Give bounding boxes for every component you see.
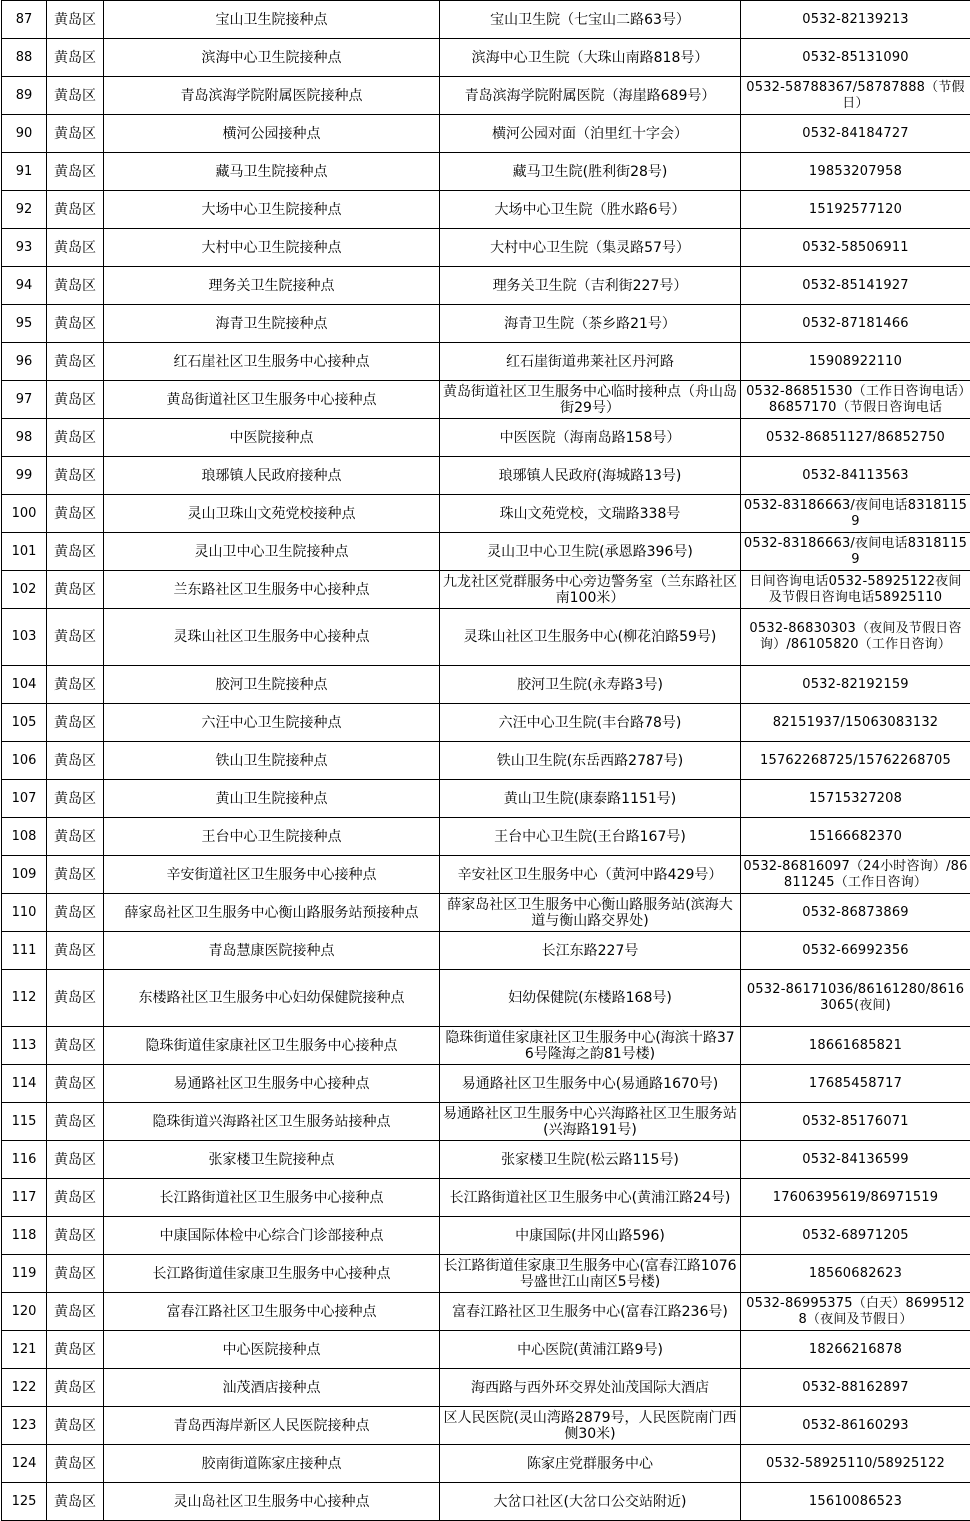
address-cell: 中康国际(井冈山路596): [440, 1217, 741, 1255]
site-name-cell: 青岛慧康医院接种点: [104, 932, 440, 970]
site-name-cell: 长江路街道佳家康卫生服务中心接种点: [104, 1255, 440, 1293]
address-cell: 横河公园对面（泊里红十字会）: [440, 115, 741, 153]
phone-cell: 0532-86816097（24小时咨询）/86811245（工作日咨询）: [741, 856, 970, 894]
site-name-cell: 海青卫生院接种点: [104, 305, 440, 343]
row-number-cell: 100: [2, 495, 47, 533]
table-row: [2, 818, 970, 856]
phone-cell: 0532-86830303（夜间及节假日咨询）/86105820（工作日咨询）: [741, 609, 970, 666]
site-name-cell: 张家楼卫生院接种点: [104, 1141, 440, 1179]
site-name-cell: 富春江路社区卫生服务中心接种点: [104, 1293, 440, 1331]
site-name-cell: 滨海中心卫生院接种点: [104, 39, 440, 77]
site-name-cell: 宝山卫生院接种点: [104, 1, 440, 39]
row-number-cell: 103: [2, 609, 47, 666]
district-cell: 黄岛区: [47, 191, 104, 229]
site-name-cell: 黄山卫生院接种点: [104, 780, 440, 818]
address-cell: 青岛滨海学院附属医院（海崖路689号）: [440, 77, 741, 115]
phone-cell: 17606395619/86971519: [741, 1179, 970, 1217]
address-cell: 大村中心卫生院（集灵路57号）: [440, 229, 741, 267]
row-number-cell: 117: [2, 1179, 47, 1217]
row-number-cell: 125: [2, 1483, 47, 1521]
table-row: [2, 894, 970, 932]
row-number-cell: 111: [2, 932, 47, 970]
district-cell: 黄岛区: [47, 894, 104, 932]
phone-cell: 0532-85131090: [741, 39, 970, 77]
address-cell: 海青卫生院（茶乡路21号）: [440, 305, 741, 343]
site-name-cell: 大场中心卫生院接种点: [104, 191, 440, 229]
site-name-cell: 东楼路社区卫生服务中心妇幼保健院接种点: [104, 970, 440, 1027]
district-cell: 黄岛区: [47, 1331, 104, 1369]
phone-cell: 0532-86171036/86161280/86163065(夜间): [741, 970, 970, 1027]
row-number-cell: 104: [2, 666, 47, 704]
table-row: [2, 229, 970, 267]
phone-cell: 0532-58788367/58787888（节假日）: [741, 77, 970, 115]
row-number-cell: 124: [2, 1445, 47, 1483]
row-number-cell: 120: [2, 1293, 47, 1331]
table-row: [2, 666, 970, 704]
site-name-cell: 灵山卫珠山文苑党校接种点: [104, 495, 440, 533]
row-number-cell: 122: [2, 1369, 47, 1407]
address-cell: 王台中心卫生院(王台路167号): [440, 818, 741, 856]
row-number-cell: 108: [2, 818, 47, 856]
district-cell: 黄岛区: [47, 666, 104, 704]
district-cell: 黄岛区: [47, 1, 104, 39]
district-cell: 黄岛区: [47, 419, 104, 457]
address-cell: 铁山卫生院(东岳西路2787号): [440, 742, 741, 780]
address-cell: 黄山卫生院(康泰路1151号): [440, 780, 741, 818]
phone-cell: 82151937/15063083132: [741, 704, 970, 742]
table-row: [2, 1179, 970, 1217]
phone-cell: 0532-86851530（工作日咨询电话）86857170（节假日咨询电话: [741, 381, 970, 419]
phone-cell: 0532-82192159: [741, 666, 970, 704]
row-number-cell: 118: [2, 1217, 47, 1255]
vaccination-sites-table: [1, 0, 970, 1521]
table-row: [2, 457, 970, 495]
address-cell: 中心医院(黄浦江路9号): [440, 1331, 741, 1369]
table-row: [2, 571, 970, 609]
phone-cell: 0532-85176071: [741, 1103, 970, 1141]
district-cell: 黄岛区: [47, 1407, 104, 1445]
district-cell: 黄岛区: [47, 1483, 104, 1521]
district-cell: 黄岛区: [47, 495, 104, 533]
site-name-cell: 六汪中心卫生院接种点: [104, 704, 440, 742]
row-number-cell: 106: [2, 742, 47, 780]
table-row: [2, 780, 970, 818]
district-cell: 黄岛区: [47, 1369, 104, 1407]
district-cell: 黄岛区: [47, 856, 104, 894]
site-name-cell: 横河公园接种点: [104, 115, 440, 153]
district-cell: 黄岛区: [47, 1217, 104, 1255]
row-number-cell: 115: [2, 1103, 47, 1141]
district-cell: 黄岛区: [47, 970, 104, 1027]
phone-cell: 0532-58925110/58925122: [741, 1445, 970, 1483]
district-cell: 黄岛区: [47, 1445, 104, 1483]
address-cell: 富春江路社区卫生服务中心(富春江路236号): [440, 1293, 741, 1331]
row-number-cell: 110: [2, 894, 47, 932]
address-cell: 张家楼卫生院(松云路115号): [440, 1141, 741, 1179]
address-cell: 大岔口社区(大岔口公交站附近): [440, 1483, 741, 1521]
address-cell: 灵珠山社区卫生服务中心(柳花泊路59号): [440, 609, 741, 666]
row-number-cell: 121: [2, 1331, 47, 1369]
table-row: [2, 970, 970, 1027]
district-cell: 黄岛区: [47, 818, 104, 856]
row-number-cell: 105: [2, 704, 47, 742]
row-number-cell: 98: [2, 419, 47, 457]
district-cell: 黄岛区: [47, 1065, 104, 1103]
district-cell: 黄岛区: [47, 229, 104, 267]
table-row: [2, 115, 970, 153]
district-cell: 黄岛区: [47, 742, 104, 780]
site-name-cell: 中医院接种点: [104, 419, 440, 457]
phone-cell: 15192577120: [741, 191, 970, 229]
address-cell: 薛家岛社区卫生服务中心衡山路服务站(滨海大道与衡山路交界处): [440, 894, 741, 932]
table-row: [2, 932, 970, 970]
address-cell: 灵山卫中心卫生院(承恩路396号): [440, 533, 741, 571]
phone-cell: 18266216878: [741, 1331, 970, 1369]
phone-cell: 0532-83186663/夜间电话83181159: [741, 495, 970, 533]
address-cell: 珠山文苑党校，文瑞路338号: [440, 495, 741, 533]
table-row: [2, 856, 970, 894]
address-cell: 六汪中心卫生院(丰台路78号): [440, 704, 741, 742]
table-row: [2, 343, 970, 381]
address-cell: 滨海中心卫生院（大珠山南路818号）: [440, 39, 741, 77]
table-row: [2, 1255, 970, 1293]
district-cell: 黄岛区: [47, 533, 104, 571]
phone-cell: 17685458717: [741, 1065, 970, 1103]
address-cell: 中医医院（海南岛路158号）: [440, 419, 741, 457]
district-cell: 黄岛区: [47, 343, 104, 381]
site-name-cell: 大村中心卫生院接种点: [104, 229, 440, 267]
row-number-cell: 123: [2, 1407, 47, 1445]
row-number-cell: 95: [2, 305, 47, 343]
table-row: [2, 153, 970, 191]
address-cell: 大场中心卫生院（胜水路6号）: [440, 191, 741, 229]
table-row: [2, 419, 970, 457]
phone-cell: 0532-86873869: [741, 894, 970, 932]
phone-cell: 0532-83186663/夜间电话83181159: [741, 533, 970, 571]
district-cell: 黄岛区: [47, 115, 104, 153]
address-cell: 理务关卫生院（吉利街227号）: [440, 267, 741, 305]
phone-cell: 18661685821: [741, 1027, 970, 1065]
phone-cell: 0532-86851127/86852750: [741, 419, 970, 457]
site-name-cell: 灵山卫中心卫生院接种点: [104, 533, 440, 571]
table-row: [2, 1293, 970, 1331]
table-row: [2, 1027, 970, 1065]
site-name-cell: 中康国际体检中心综合门诊部接种点: [104, 1217, 440, 1255]
row-number-cell: 94: [2, 267, 47, 305]
address-cell: 宝山卫生院（七宝山二路63号）: [440, 1, 741, 39]
district-cell: 黄岛区: [47, 1293, 104, 1331]
row-number-cell: 107: [2, 780, 47, 818]
table-row: [2, 1065, 970, 1103]
row-number-cell: 113: [2, 1027, 47, 1065]
row-number-cell: 112: [2, 970, 47, 1027]
address-cell: 辛安社区卫生服务中心（黄河中路429号）: [440, 856, 741, 894]
phone-cell: 0532-88162897: [741, 1369, 970, 1407]
district-cell: 黄岛区: [47, 1141, 104, 1179]
table-row: [2, 1217, 970, 1255]
phone-cell: 0532-86160293: [741, 1407, 970, 1445]
row-number-cell: 93: [2, 229, 47, 267]
table-row: [2, 1, 970, 39]
address-cell: 陈家庄党群服务中心: [440, 1445, 741, 1483]
table-row: [2, 1369, 970, 1407]
address-cell: 琅琊镇人民政府(海城路13号): [440, 457, 741, 495]
site-name-cell: 中心医院接种点: [104, 1331, 440, 1369]
phone-cell: 0532-58506911: [741, 229, 970, 267]
site-name-cell: 灵珠山社区卫生服务中心接种点: [104, 609, 440, 666]
district-cell: 黄岛区: [47, 609, 104, 666]
site-name-cell: 辛安街道社区卫生服务中心接种点: [104, 856, 440, 894]
address-cell: 胶河卫生院(永寿路3号): [440, 666, 741, 704]
phone-cell: 0532-86995375（白天）86995128（夜间及节假日）: [741, 1293, 970, 1331]
site-name-cell: 青岛西海岸新区人民医院接种点: [104, 1407, 440, 1445]
site-name-cell: 胶河卫生院接种点: [104, 666, 440, 704]
row-number-cell: 97: [2, 381, 47, 419]
table-row: [2, 267, 970, 305]
table-row: [2, 77, 970, 115]
phone-cell: 0532-85141927: [741, 267, 970, 305]
site-name-cell: 长江路街道社区卫生服务中心接种点: [104, 1179, 440, 1217]
site-name-cell: 灵山岛社区卫生服务中心接种点: [104, 1483, 440, 1521]
table-row: [2, 1103, 970, 1141]
row-number-cell: 99: [2, 457, 47, 495]
site-name-cell: 易通路社区卫生服务中心接种点: [104, 1065, 440, 1103]
row-number-cell: 92: [2, 191, 47, 229]
table-row: [2, 533, 970, 571]
phone-cell: 0532-87181466: [741, 305, 970, 343]
site-name-cell: 王台中心卫生院接种点: [104, 818, 440, 856]
table-row: [2, 1331, 970, 1369]
site-name-cell: 理务关卫生院接种点: [104, 267, 440, 305]
phone-cell: 15610086523: [741, 1483, 970, 1521]
site-name-cell: 隐珠街道佳家康社区卫生服务中心接种点: [104, 1027, 440, 1065]
table-body: [2, 1, 970, 1521]
address-cell: 长江路街道社区卫生服务中心(黄浦江路24号): [440, 1179, 741, 1217]
row-number-cell: 101: [2, 533, 47, 571]
phone-cell: 19853207958: [741, 153, 970, 191]
phone-cell: 15166682370: [741, 818, 970, 856]
phone-cell: 0532-68971205: [741, 1217, 970, 1255]
site-name-cell: 汕茂酒店接种点: [104, 1369, 440, 1407]
phone-cell: 15908922110: [741, 343, 970, 381]
table-row: [2, 1445, 970, 1483]
district-cell: 黄岛区: [47, 1103, 104, 1141]
address-cell: 红石崖街道弗莱社区丹河路: [440, 343, 741, 381]
address-cell: 黄岛街道社区卫生服务中心临时接种点（舟山岛街29号）: [440, 381, 741, 419]
district-cell: 黄岛区: [47, 77, 104, 115]
table-row: [2, 305, 970, 343]
row-number-cell: 88: [2, 39, 47, 77]
address-cell: 易通路社区卫生服务中心兴海路社区卫生服务站(兴海路191号): [440, 1103, 741, 1141]
address-cell: 隐珠街道佳家康社区卫生服务中心(海滨十路376号隆海之韵81号楼): [440, 1027, 741, 1065]
district-cell: 黄岛区: [47, 932, 104, 970]
district-cell: 黄岛区: [47, 457, 104, 495]
row-number-cell: 116: [2, 1141, 47, 1179]
phone-cell: 0532-84136599: [741, 1141, 970, 1179]
district-cell: 黄岛区: [47, 305, 104, 343]
phone-cell: 0532-66992356: [741, 932, 970, 970]
site-name-cell: 青岛滨海学院附属医院接种点: [104, 77, 440, 115]
site-name-cell: 红石崖社区卫生服务中心接种点: [104, 343, 440, 381]
row-number-cell: 90: [2, 115, 47, 153]
table-row: [2, 609, 970, 666]
district-cell: 黄岛区: [47, 267, 104, 305]
row-number-cell: 89: [2, 77, 47, 115]
phone-cell: 18560682623: [741, 1255, 970, 1293]
district-cell: 黄岛区: [47, 153, 104, 191]
table-row: [2, 742, 970, 780]
table-row: [2, 191, 970, 229]
district-cell: 黄岛区: [47, 1179, 104, 1217]
phone-cell: 0532-82139213: [741, 1, 970, 39]
row-number-cell: 91: [2, 153, 47, 191]
site-name-cell: 薛家岛社区卫生服务中心衡山路服务站预接种点: [104, 894, 440, 932]
district-cell: 黄岛区: [47, 1027, 104, 1065]
row-number-cell: 96: [2, 343, 47, 381]
row-number-cell: 119: [2, 1255, 47, 1293]
phone-cell: 0532-84184727: [741, 115, 970, 153]
site-name-cell: 铁山卫生院接种点: [104, 742, 440, 780]
table-row: [2, 704, 970, 742]
row-number-cell: 109: [2, 856, 47, 894]
phone-cell: 15715327208: [741, 780, 970, 818]
district-cell: 黄岛区: [47, 571, 104, 609]
address-cell: 藏马卫生院(胜利街28号): [440, 153, 741, 191]
district-cell: 黄岛区: [47, 780, 104, 818]
address-cell: 妇幼保健院(东楼路168号): [440, 970, 741, 1027]
table-row: [2, 1141, 970, 1179]
phone-cell: 日间咨询电话0532-58925122夜间及节假日咨询电话58925110: [741, 571, 970, 609]
site-name-cell: 胶南街道陈家庄接种点: [104, 1445, 440, 1483]
address-cell: 海西路与西外环交界处汕茂国际大酒店: [440, 1369, 741, 1407]
address-cell: 长江路街道佳家康卫生服务中心(富春江路1076号盛世江山南区5号楼): [440, 1255, 741, 1293]
table-row: [2, 1483, 970, 1521]
address-cell: 长江东路227号: [440, 932, 741, 970]
district-cell: 黄岛区: [47, 381, 104, 419]
district-cell: 黄岛区: [47, 39, 104, 77]
table-row: [2, 381, 970, 419]
table-row: [2, 39, 970, 77]
site-name-cell: 琅琊镇人民政府接种点: [104, 457, 440, 495]
site-name-cell: 黄岛街道社区卫生服务中心接种点: [104, 381, 440, 419]
district-cell: 黄岛区: [47, 1255, 104, 1293]
phone-cell: 0532-84113563: [741, 457, 970, 495]
table-row: [2, 495, 970, 533]
row-number-cell: 87: [2, 1, 47, 39]
site-name-cell: 兰东路社区卫生服务中心接种点: [104, 571, 440, 609]
address-cell: 九龙社区党群服务中心旁边警务室（兰东路社区南100米）: [440, 571, 741, 609]
phone-cell: 15762268725/15762268705: [741, 742, 970, 780]
row-number-cell: 114: [2, 1065, 47, 1103]
table-row: [2, 1407, 970, 1445]
row-number-cell: 102: [2, 571, 47, 609]
site-name-cell: 藏马卫生院接种点: [104, 153, 440, 191]
district-cell: 黄岛区: [47, 704, 104, 742]
address-cell: 易通路社区卫生服务中心(易通路1670号): [440, 1065, 741, 1103]
site-name-cell: 隐珠街道兴海路社区卫生服务站接种点: [104, 1103, 440, 1141]
address-cell: 区人民医院(灵山湾路2879号，人民医院南门西侧30米): [440, 1407, 741, 1445]
